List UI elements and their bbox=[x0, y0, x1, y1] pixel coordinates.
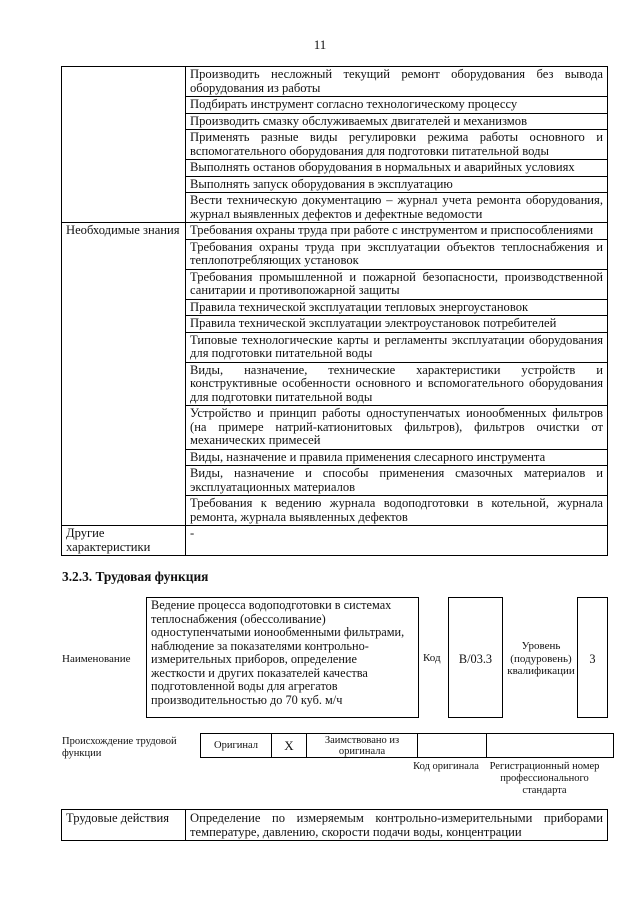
knowledge-item: Требования охраны труда при работе с инструментом и приспособлениями bbox=[186, 223, 608, 240]
qualification-level-label: Уровень (подуровень) квалификации bbox=[507, 640, 575, 677]
knowledge-item: Требования охраны труда при эксплуатации объектов теплоснабжения и теплопотребляющих установок bbox=[186, 239, 608, 269]
knowledge-item: Типовые технологические карты и регламенты эксплуатации оборудования для подготовки питательной воды bbox=[186, 332, 608, 362]
origin-label: Происхождение трудовой функции bbox=[62, 736, 177, 759]
function-code-box bbox=[448, 597, 503, 718]
original-code-cell bbox=[418, 734, 487, 758]
knowledge-row bbox=[62, 223, 608, 240]
labor-actions-table bbox=[61, 809, 608, 841]
skill-item: Применять разные виды регулировки режима работы основного и вспомогательного оборудования для подготовки питательной воды bbox=[186, 130, 608, 160]
competency-table bbox=[61, 66, 608, 556]
knowledge-item: Виды, назначение и правила применения слесарного инструмента bbox=[186, 449, 608, 466]
knowledge-item: Правила технической эксплуатации электроустановок потребителей bbox=[186, 316, 608, 333]
origin-table bbox=[200, 733, 614, 758]
labor-actions-label: Трудовые действия bbox=[62, 810, 186, 841]
code-label: Код bbox=[423, 652, 441, 664]
function-name-box: Ведение процесса водоподготовки в системах теплоснабжения (обессоливание) одноступенчатыми ионообменными фильтрами, наблюдение за показателями контрольно-измерительных приборов, определение жесткости и других показателей качества подготовленной воды для агрегатов производительностью до 70 куб. м/ч bbox=[146, 597, 419, 718]
qualification-level: 3 bbox=[589, 652, 596, 666]
knowledge-item: Правила технической эксплуатации тепловых энергоустановок bbox=[186, 299, 608, 316]
knowledge-item: Требования к ведению журнала водоподготовки в котельной, журнала ремонта, журнала выявленных дефектов bbox=[186, 496, 608, 526]
function-code: B/03.3 bbox=[458, 652, 493, 666]
knowledge-label: Необходимые знания bbox=[62, 223, 186, 526]
other-characteristics-row bbox=[62, 526, 608, 556]
registration-number-caption: Регистрационный номер профессионального стандарта bbox=[489, 761, 600, 796]
other-characteristics-label: Другие характеристики bbox=[62, 526, 186, 556]
labor-action-item: Определение по измеряемым контрольно-измерительными приборами температуре, давлению, скорости подачи воды, концентрации bbox=[186, 810, 608, 841]
knowledge-item: Виды, назначение и способы применения смазочных материалов и эксплуатационных материалов bbox=[186, 466, 608, 496]
skill-item: Производить несложный текущий ремонт оборудования без вывода оборудования из работы bbox=[186, 67, 608, 97]
section-title: 3.2.3. Трудовая функция bbox=[62, 569, 209, 584]
skill-row bbox=[62, 67, 608, 97]
skill-item: Вести техническую документацию – журнал учета ремонта оборудования, журнал выявленных дефектов и дефектные ведомости bbox=[186, 193, 608, 223]
qualification-level-box bbox=[577, 597, 608, 718]
skill-item: Производить смазку обслуживаемых двигателей и механизмов bbox=[186, 113, 608, 130]
skill-item: Подбирать инструмент согласно технологическому процессу bbox=[186, 97, 608, 114]
page-number: 11 bbox=[313, 37, 327, 52]
knowledge-item: Виды, назначение, технические характеристики устройств и конструктивные особенности основного и вспомогательного оборудования для подготовки питательной воды bbox=[186, 362, 608, 406]
skill-label bbox=[62, 67, 186, 223]
other-characteristics-value: - bbox=[186, 526, 608, 556]
original-mark: X bbox=[272, 734, 307, 758]
registration-number-cell bbox=[487, 734, 614, 758]
knowledge-item: Требования промышленной и пожарной безопасности, производственной санитарии и противопожарной защиты bbox=[186, 269, 608, 299]
knowledge-item: Устройство и принцип работы одноступенчатых ионообменных фильтров (на примере натрий-катионитовых фильтров), фильтров очистки от механических примесей bbox=[186, 406, 608, 450]
original-label: Оригинал bbox=[201, 734, 272, 758]
skill-item: Выполнять запуск оборудования в эксплуатацию bbox=[186, 176, 608, 193]
original-code-caption: Код оригинала bbox=[413, 761, 479, 772]
name-label: Наименование bbox=[62, 653, 131, 665]
skill-item: Выполнять останов оборудования в нормальных и аварийных условиях bbox=[186, 160, 608, 177]
borrowed-label: Заимствовано из оригинала bbox=[307, 734, 418, 758]
